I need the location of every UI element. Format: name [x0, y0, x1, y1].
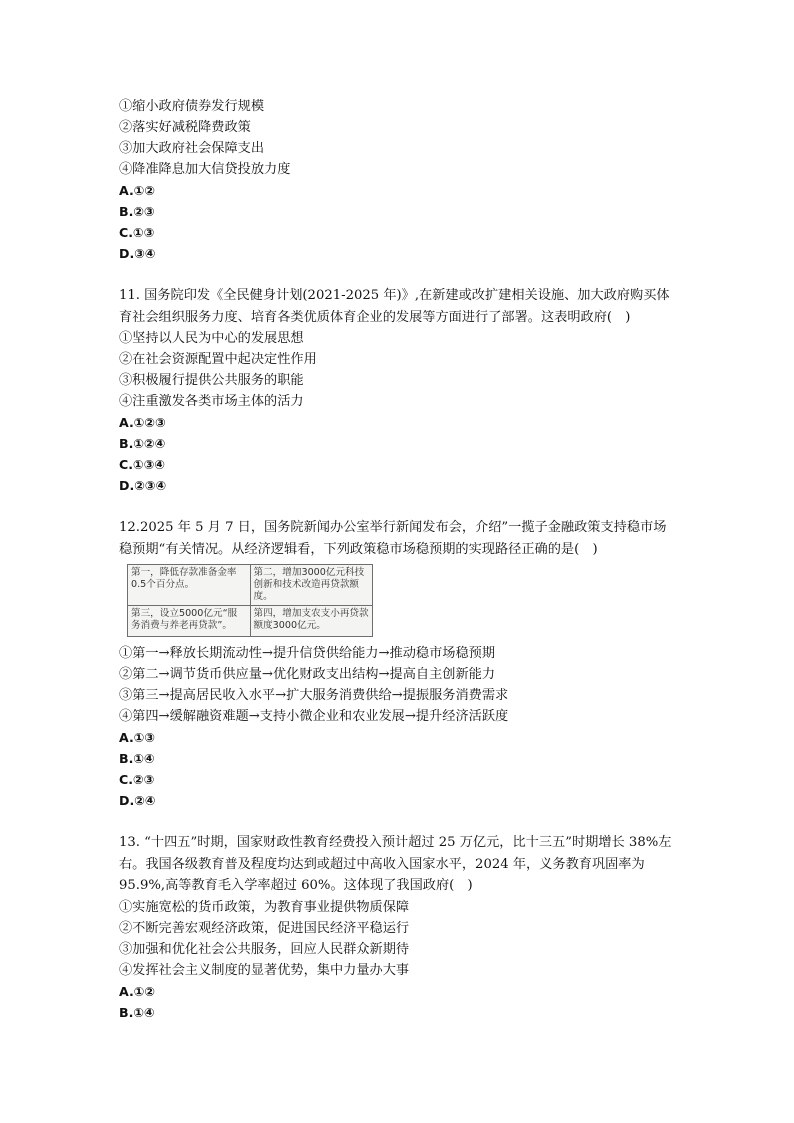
answer-option: D.③④	[119, 246, 156, 261]
statement-item: ④降准降息加大信贷投放力度	[119, 162, 291, 177]
answer-option: B.①②④	[119, 436, 166, 451]
statement-item: ②不断完善宏观经济政策，促进国民经济平稳运行	[119, 920, 410, 936]
answer-option: A.①③	[119, 730, 156, 745]
question-stem: 12.2025 年 5 月 7 日，国务院新闻办公室举行新闻发布会，介绍”一揽子金融政策支持稳市场稳预期“有关情况。从经济逻辑看，下列政策稳市场稳预期的实现路径正确的是( )	[119, 520, 667, 557]
statement-item: ③积极履行提供公共服务的职能	[119, 373, 304, 388]
answer-option: B.①④	[119, 1004, 155, 1020]
answer-option: A.①②	[119, 983, 156, 999]
statement-item: ②在社会资源配置中起决定性作用	[119, 352, 317, 367]
statement-item: ④第四→缓解融资难题→支持小微企业和农业发展→提升经济活跃度	[119, 709, 509, 724]
answer-option: A.①②	[119, 183, 156, 198]
answer-option: C.②③	[119, 772, 155, 787]
question-13	[119, 832, 679, 1023]
question-12	[119, 517, 679, 811]
question-stem: 11. 国务院印发《全民健身计划(2021-2025 年)》,在新建或改扩建相关设施、加大政府购买体育社会组织服务力度、培育各类优质体育企业的发展等方面进行了部署。这表明政府( )	[119, 288, 670, 325]
answer-option: B.①④	[119, 751, 155, 766]
question-stem: 13. “十四五”时期，国家财政性教育经费投入预计超过 25 万亿元，比十三五”时期增长 38%左右。我国各级教育普及程度均达到或超过中高收入国家水平，2024 年，义务教育巩固率为 95.9%,高等教育毛入学率超过 60%。这体现了我国政府( )	[119, 835, 672, 893]
statement-item: ②第二→调节货币供应量→优化财政支出结构→提高自主创新能力	[119, 667, 496, 682]
answer-option: D.②③④	[119, 478, 167, 493]
statement-item: ①第一→释放长期流动性→提升信贷供给能力→推动稳市场稳预期	[119, 646, 496, 661]
statement-item: ③加大政府社会保障支出	[119, 141, 265, 156]
answer-option: D.②④	[119, 793, 156, 808]
question-block-prev	[119, 96, 679, 264]
answer-option: B.②③	[119, 204, 155, 219]
statement-item: ④发挥社会主义制度的显著优势，集中力量办大事	[119, 962, 410, 978]
policy-cell-3: 第三，设立5000亿元“服务消费与养老再贷款”。	[128, 606, 251, 637]
answer-option: A.①②③	[119, 415, 166, 430]
statement-item: ①缩小政府债券发行规模	[119, 99, 265, 114]
policy-cell-2: 第二，增加3000亿元科技创新和技术改造再贷款额度。	[250, 565, 373, 606]
exam-page	[119, 96, 679, 1023]
question-11	[119, 285, 679, 496]
statement-item: ①坚持以人民为中心的发展思想	[119, 331, 304, 346]
statement-item: ④注重激发各类市场主体的活力	[119, 394, 304, 409]
answer-option: C.①③	[119, 225, 155, 240]
policy-cell-4: 第四，增加支农支小再贷款额度3000亿元。	[250, 606, 373, 637]
statement-item: ①实施宽松的货币政策，为教育事业提供物质保障	[119, 899, 410, 915]
statement-item: ②落实好减税降费政策	[119, 120, 251, 135]
policy-table	[127, 564, 373, 637]
statement-item: ③第三→提高居民收入水平→扩大服务消费供给→提振服务消费需求	[119, 688, 509, 703]
answer-option: C.①③④	[119, 457, 166, 472]
statement-item: ③加强和优化社会公共服务，回应人民群众新期待	[119, 941, 410, 957]
policy-cell-1: 第一，降低存款准备金率0.5个百分点。	[128, 565, 251, 606]
